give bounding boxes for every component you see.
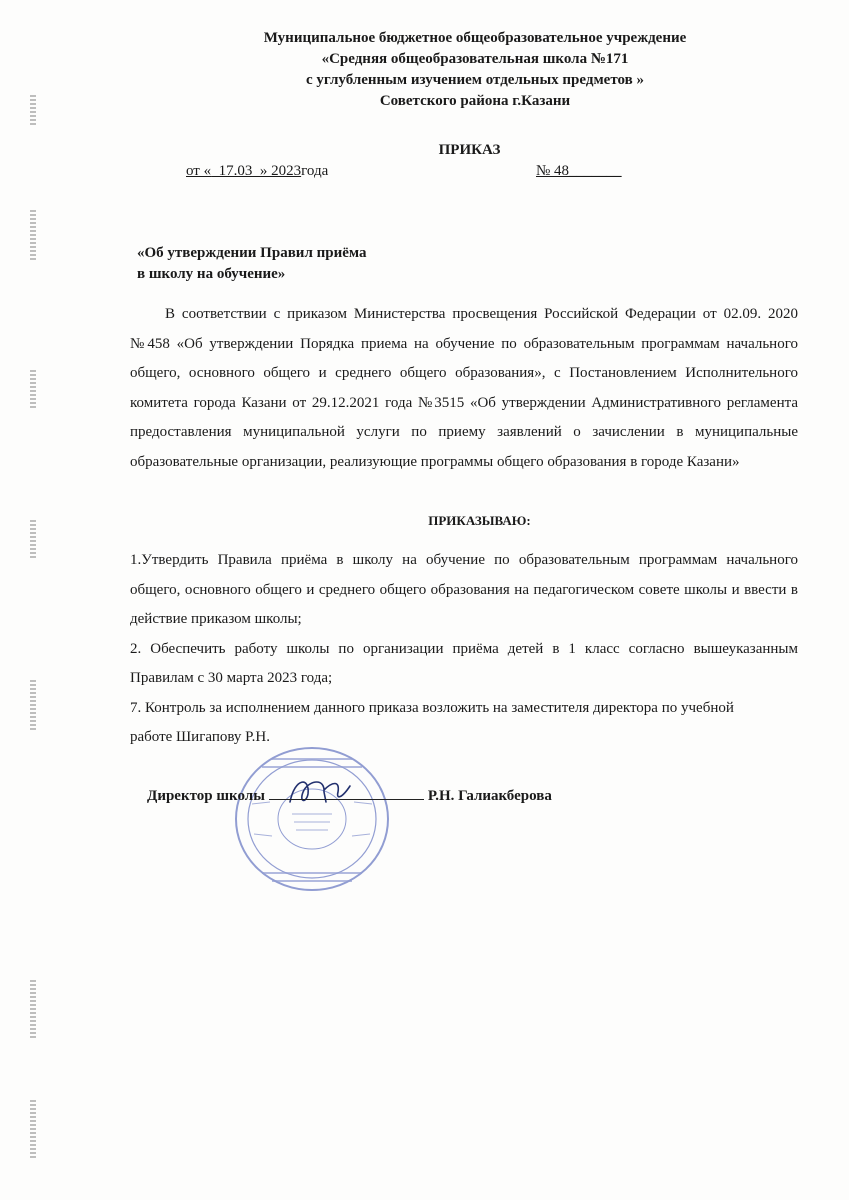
order-subject xyxy=(137,243,367,285)
order-date-prefix: от « xyxy=(186,163,212,179)
scan-edge-artifact xyxy=(30,1100,36,1160)
official-stamp xyxy=(232,744,392,894)
scan-edge-artifact xyxy=(30,210,36,260)
order-date-suffix: года xyxy=(301,163,329,179)
subject-line: «Об утверждении Правил приёма xyxy=(137,245,367,261)
signature-name: Р.Н. Галиакберова xyxy=(427,788,552,804)
header-line: «Средняя общеобразовательная школа №171 xyxy=(321,51,629,67)
order-item: 2. Обеспечить работу школы по организации приёма детей в 1 класс согласно вышеуказанным Правилам с 30 марта 2023 года; xyxy=(130,640,798,686)
signature-title: Директор школы xyxy=(147,788,265,804)
institution-header xyxy=(100,28,849,112)
header-line: Муниципальное бюджетное общеобразовательное учреждение xyxy=(263,30,687,46)
order-number: № 48_______ xyxy=(536,163,622,179)
header-line: Советского района г.Казани xyxy=(379,93,571,109)
scan-edge-artifact xyxy=(30,370,36,410)
signature-row xyxy=(147,787,552,805)
order-item: 1.Утвердить Правила приёма в школу на обучение по образовательным программам начального общего, основного общего и среднего общего образования на педагогическом совете школы и ввести в действие приказом школы; xyxy=(130,552,798,627)
decree-label: ПРИКАЗЫВАЮ: xyxy=(428,513,531,528)
order-title: ПРИКАЗ xyxy=(438,142,501,158)
signature-line xyxy=(269,787,424,800)
order-items xyxy=(130,546,798,753)
scan-edge-artifact xyxy=(30,95,36,125)
order-date xyxy=(186,163,328,180)
subject-line: в школу на обучение» xyxy=(137,266,286,282)
scan-edge-artifact xyxy=(30,680,36,730)
order-date-value: 17.03 » 2023 xyxy=(211,163,302,179)
scan-edge-artifact xyxy=(30,980,36,1040)
order-item: 7. Контроль за исполнением данного приказа возложить на заместителя директора по учебной работе Шигапову Р.Н. xyxy=(130,699,734,745)
preamble-paragraph: В соответствии с приказом Министерства просвещения Российской Федерации от 02.09. 2020 №458 «Об утверждении Порядка приема на обучение по образовательным программам начального общего, основного общего и среднего общего образования», с Постановлением Исполнительного комитета города Казани от 29.12.2021 года №3515 «Об утверждении Административного регламента предоставления муниципальной услуги по приему заявлений о зачислении в муниципальные образовательные организации, реализующие программы общего образования в городе Казани» xyxy=(130,306,798,470)
header-line: с углубленным изучением отдельных предметов » xyxy=(306,72,644,88)
